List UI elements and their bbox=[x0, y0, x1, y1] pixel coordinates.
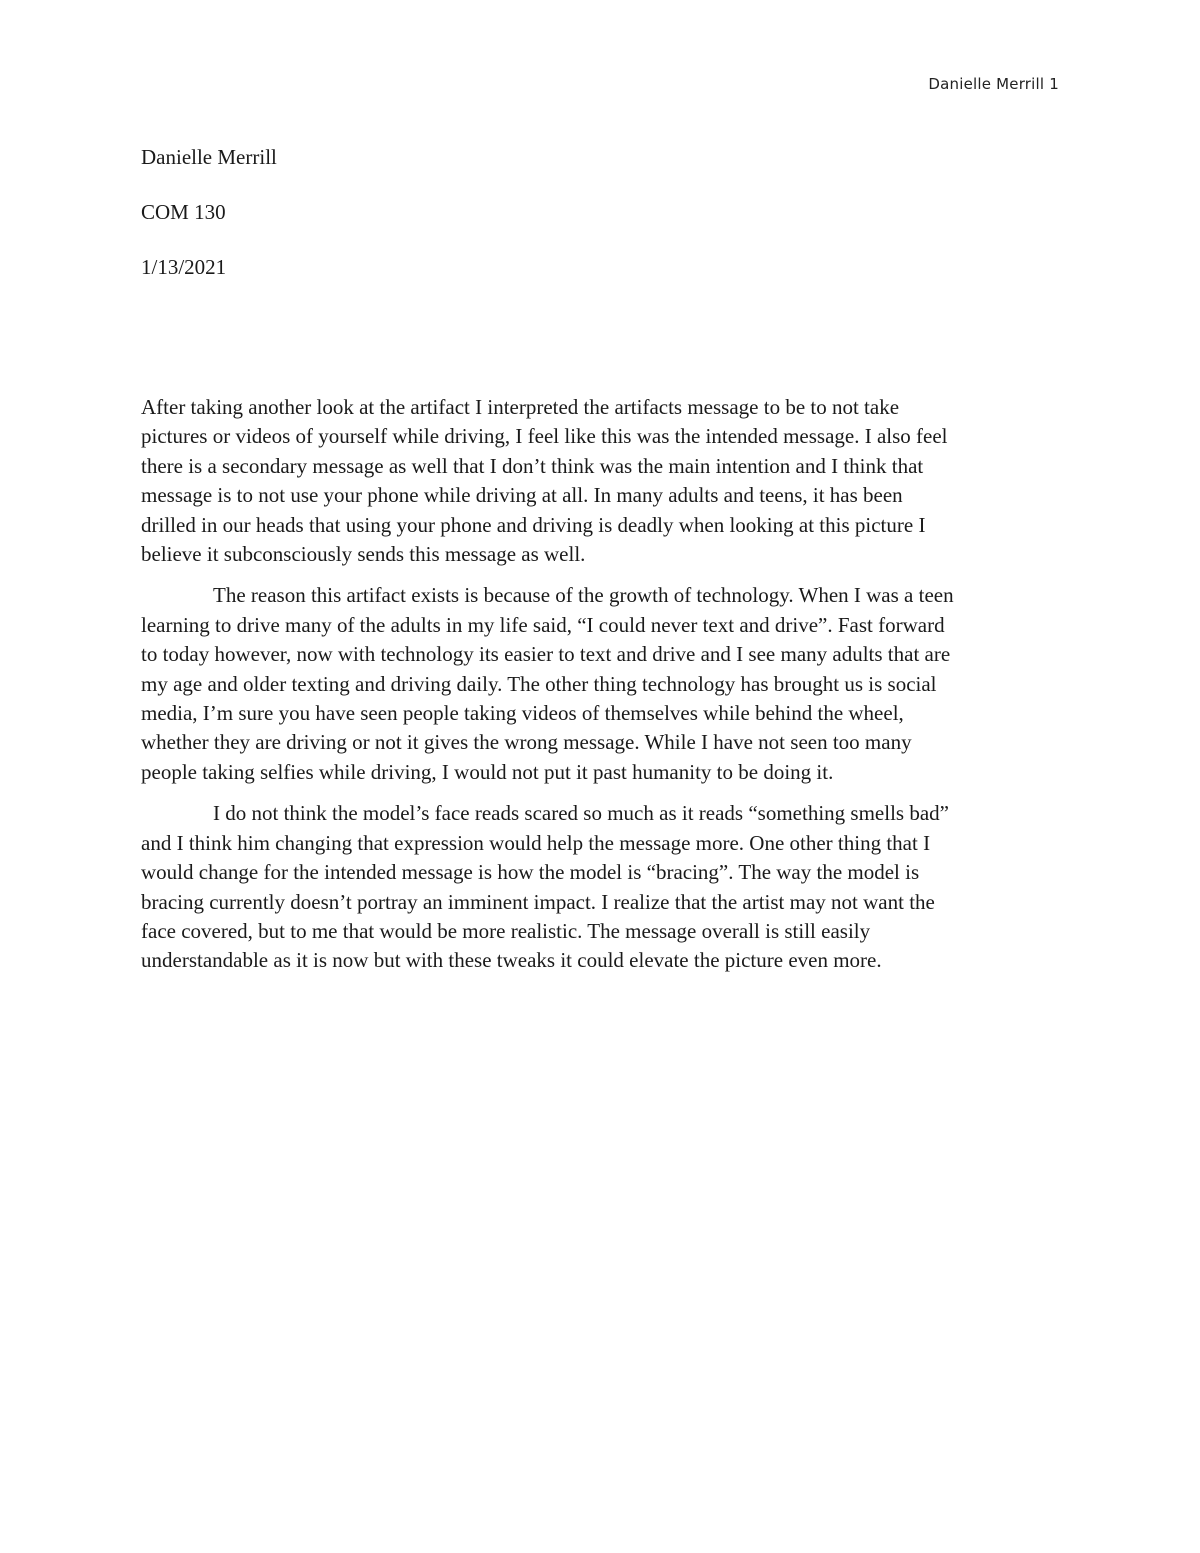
paragraph-line: to today however, now with technology its easier to text and drive and I see many adults that are bbox=[141, 642, 951, 667]
paragraph-line: I do not think the model’s face reads scared so much as it reads “something smells bad” bbox=[213, 801, 949, 826]
course-name: COM 130 bbox=[141, 200, 226, 224]
paragraph-1 bbox=[141, 393, 1059, 569]
document-date: 1/13/2021 bbox=[141, 255, 227, 279]
paragraph-line: understandable as it is now but with these tweaks it could elevate the picture even more. bbox=[141, 948, 882, 973]
paragraph-line: pictures or videos of yourself while driving, I feel like this was the intended message. I also feel bbox=[141, 424, 948, 449]
paragraph-line: face covered, but to me that would be more realistic. The message overall is still easily bbox=[141, 918, 871, 943]
paragraph-line: would change for the intended message is how the model is “bracing”. The way the model is bbox=[141, 860, 920, 885]
paragraph-2 bbox=[141, 581, 1059, 787]
paragraph-line: my age and older texting and driving daily. The other thing technology has brought us is social bbox=[141, 671, 937, 696]
heading-block bbox=[141, 143, 277, 308]
paragraph-line: there is a secondary message as well that I don’t think was the main intention and I think that bbox=[141, 453, 924, 478]
paragraph-line: message is to not use your phone while driving at all. In many adults and teens, it has been bbox=[141, 483, 903, 508]
paragraph-line: people taking selfies while driving, I would not put it past humanity to be doing it. bbox=[141, 759, 834, 784]
paragraph-line: bracing currently doesn’t portray an imminent impact. I realize that the artist may not want the bbox=[141, 889, 935, 914]
paragraph-line: media, I’m sure you have seen people taking videos of themselves while behind the wheel, bbox=[141, 701, 904, 726]
paragraph-line: drilled in our heads that using your phone and driving is deadly when looking at this picture I bbox=[141, 512, 926, 537]
author-name: Danielle Merrill bbox=[141, 145, 277, 169]
essay-body bbox=[141, 393, 1059, 988]
paragraph-line: learning to drive many of the adults in my life said, “I could never text and drive”. Fast forward bbox=[141, 612, 945, 637]
paragraph-line: believe it subconsciously sends this message as well. bbox=[141, 542, 586, 567]
paragraph-line: After taking another look at the artifact I interpreted the artifacts message to be to not take bbox=[141, 395, 900, 419]
paragraph-line: and I think him changing that expression would help the message more. One other thing that I bbox=[141, 830, 931, 855]
paragraph-line: whether they are driving or not it gives the wrong message. While I have not seen too many bbox=[141, 730, 912, 755]
paragraph-3 bbox=[141, 799, 1059, 975]
running-header: Danielle Merrill 1 bbox=[928, 75, 1059, 93]
paragraph-line: The reason this artifact exists is because of the growth of technology. When I was a teen bbox=[213, 583, 954, 608]
